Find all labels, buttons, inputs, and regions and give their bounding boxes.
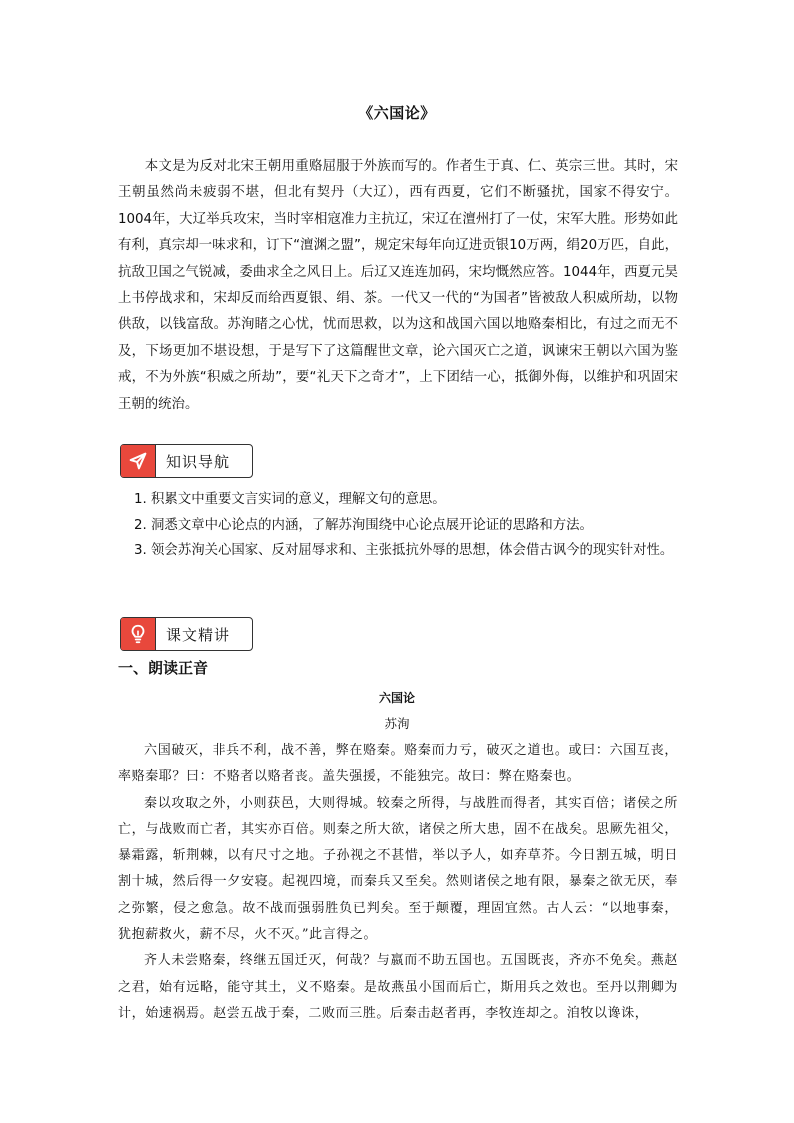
- lightbulb-icon: [121, 618, 156, 650]
- document-title: 《六国论》: [358, 104, 436, 122]
- list-item: 2. 洞悉文章中心论点的内涵，了解苏洵围绕中心论点展开论证的思路和方法。: [134, 517, 593, 533]
- classic-text-author: 苏洵: [384, 716, 410, 731]
- classic-text-title: 六国论: [378, 691, 415, 705]
- classic-paragraph: 秦以攻取之外，小则获邑，大则得城。较秦之所得，与战胜而得者，其实百倍；诸侯之所亡，与战败而亡者，其实亦百倍。则秦之所大欲，诸侯之所大患，固不在战矣。思厥先祖父，暴霜露，斩荆棘，以有尺寸之地。子孙视之不甚惜，举以予人，如弃草芥。今日割五城，明日割十城，然后得一夕安寝。起视四境，而秦兵又至矣。然则诸侯之地有限，暴秦之欲无厌，奉之弥繁，侵之愈急。故不战而强弱胜负已判矣。至于颠覆，理固宜然。古人云：“以地事秦，犹抱薪救火，薪不尽，火不灭。”此言得之。: [118, 795, 678, 943]
- classic-paragraph: 六国破灭，非兵不利，战不善，弊在赂秦。赂秦而力亏，破灭之道也。或曰：六国互丧，率赂秦耶？曰：不赂者以赂者丧。盖失强援，不能独完。故曰：弊在赂秦也。: [118, 743, 678, 785]
- classic-text-body: [118, 738, 678, 1027]
- lesson-badge: [120, 617, 253, 651]
- list-item: 3. 领会苏洵关心国家、反对屈辱求和、主张抵抗外辱的思想，体会借古讽今的现实针对性。: [134, 543, 674, 558]
- list-item: 1. 积累文中重要文言实词的意义，理解文句的意思。: [134, 492, 446, 507]
- knowledge-nav-badge: [120, 444, 253, 478]
- learning-goals-list: [118, 487, 680, 564]
- knowledge-nav-label: 知识导航: [166, 452, 231, 471]
- intro-paragraph: [118, 154, 678, 418]
- lesson-label: 课文精讲: [166, 625, 231, 644]
- intro-text: 本文是为反对北宋王朝用重赂屈服于外族而写的。作者生于真、仁、英宗三世。其时，宋王朝虽然尚未疲弱不堪，但北有契丹（大辽），西有西夏，它们不断骚扰，国家不得安宁。1004年，大辽举兵攻宋，当时宰相寇准力主抗辽，宋辽在澶州打了一仗，宋军大胜。形势如此有利，真宗却一味求和，订下“澶渊之盟”，规定宋每年向辽进贡银10万两，绢20万匹，自此，抗敌卫国之气锐减，委曲求全之风日上。后辽又连连加码，宋均慨然应答。1044年，西夏元昊上书停战求和，宋却反而给西夏银、绢、茶。一代又一代的“为国者”皆被敌人积威所劫，以物供敌，以钱富敌。苏洵睹之心忧，忧而思救，以为这和战国六国以地赂秦相比，有过之而无不及，下场更加不堪设想，于是写下了这篇醒世文章，论六国灭亡之道，讽谏宋王朝以六国为鉴戒，不为外族“积威之所劫”，要“礼天下之奇才”，上下团结一心，抵御外侮，以维护和巩固宋王朝的统治。: [118, 159, 678, 412]
- send-icon: [121, 445, 156, 477]
- classic-paragraph: 齐人未尝赂秦，终继五国迁灭，何哉？与嬴而不助五国也。五国既丧，齐亦不免矣。燕赵之君，始有远略，能守其土，义不赂秦。是故燕虽小国而后亡，斯用兵之效也。至丹以荆卿为计，始速祸焉。赵尝五战于秦，二败而三胜。后秦击赵者再，李牧连却之。洎牧以谗诛，: [118, 953, 678, 1021]
- section-heading: 一、朗读正音: [118, 659, 209, 677]
